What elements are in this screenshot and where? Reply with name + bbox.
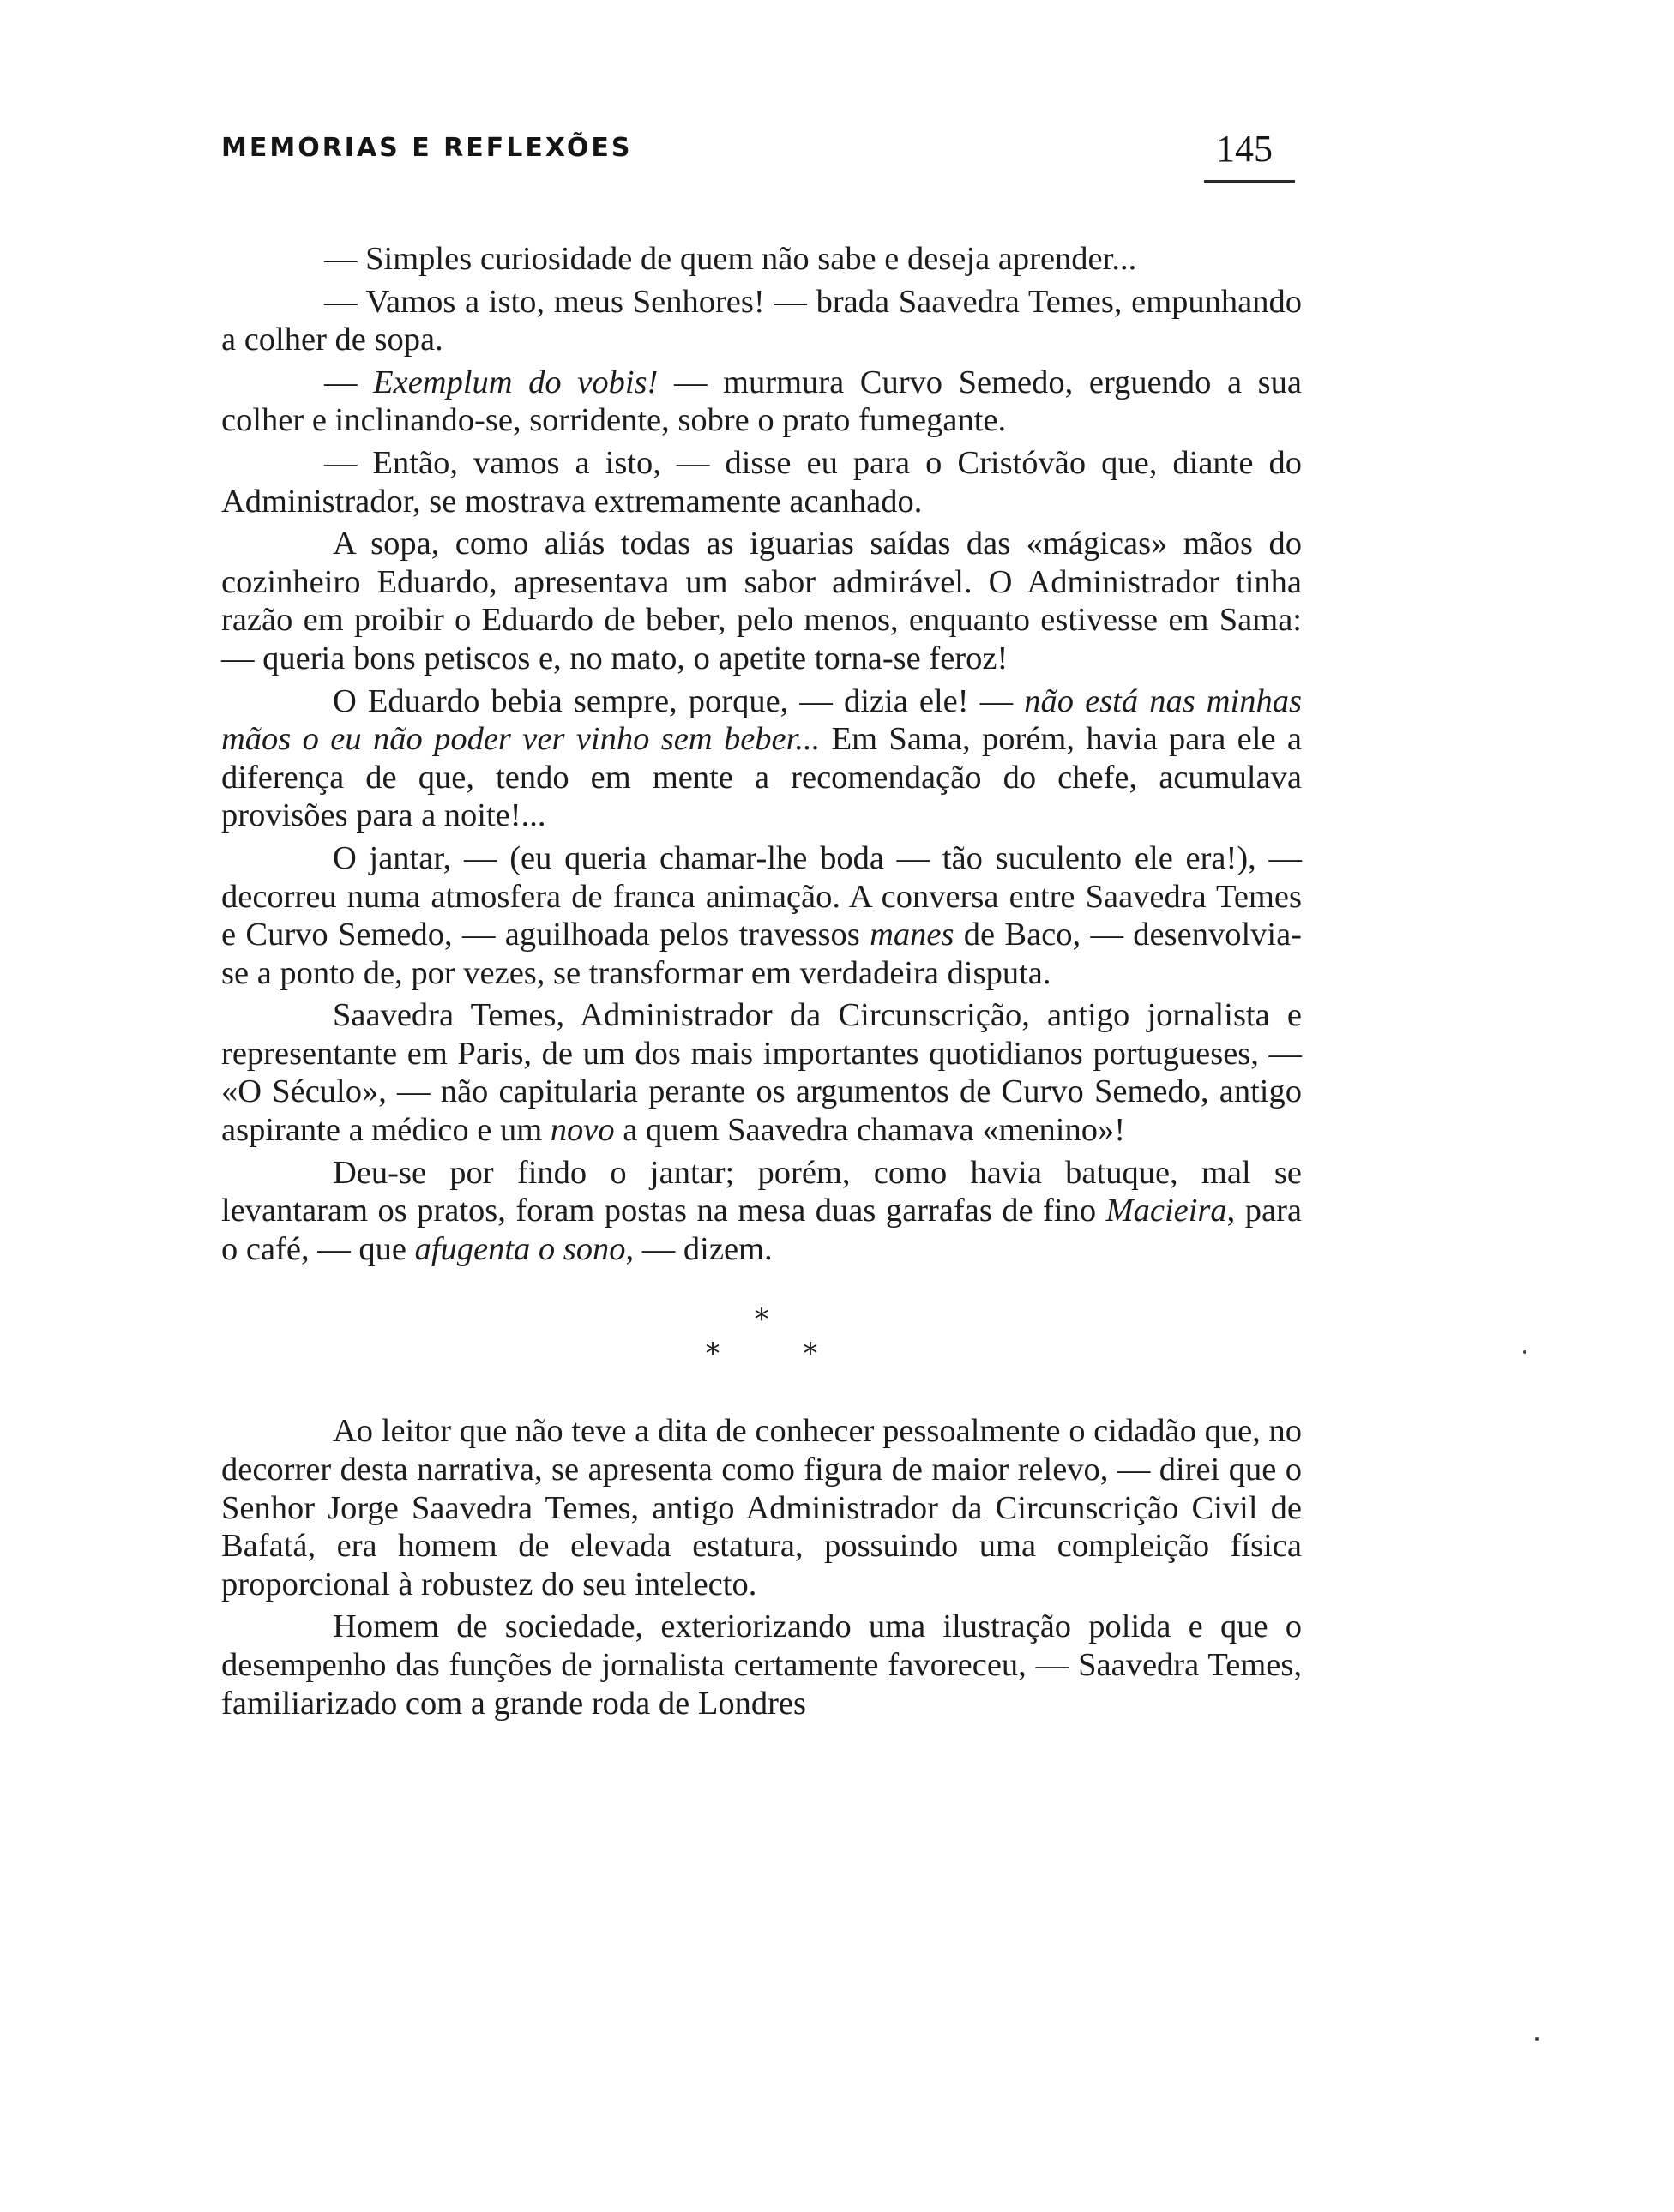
paragraph [221, 1154, 1302, 1269]
text-run: O jantar, — (eu queria chamar-lhe boda — tão suculento ele era!), — decorreu numa atmosfera de franca animação. A conversa entre Saavedra Temes e Curvo Semedo, — aguilhoada pelos travessos [221, 839, 1302, 953]
text-run: O Eduardo bebia sempre, porque, — dizia ele! — [333, 682, 1025, 719]
italic-run: não está nas minhas mãos o eu não poder ver vinho sem beber... [221, 682, 1302, 758]
text-run: — Então, vamos a isto, — disse eu para o Cristóvão que, diante do Administrador, se mostrava extremamente acanhado. [221, 444, 1302, 520]
text-run: , — dizem. [625, 1230, 773, 1267]
paragraph [221, 1608, 1302, 1722]
paragraph [221, 839, 1302, 992]
text-run: — Simples curiosidade de quem não sabe e deseja aprender... [324, 241, 1137, 277]
paragraph [221, 682, 1302, 835]
asterisk-glyph: * [705, 1337, 720, 1372]
paragraph [221, 364, 1302, 440]
running-head-title: MEMORIAS E REFLEXÕES [221, 133, 633, 163]
text-run: — murmura Curvo Semedo, erguendo a sua colher e inclinando-se, sorridente, sobre o prato fumegante. [221, 364, 1303, 439]
text-run: Saavedra Temes, Administrador da Circunscrição, antigo jornalista e representante em Paris, de um dos mais importantes quotidianos portugueses, — «O Século», — não capitularia perante os argumentos de Curvo Semedo, antigo aspirante a médico e um [221, 997, 1302, 1149]
asterisk-glyph: * [754, 1302, 769, 1337]
paragraph [221, 444, 1302, 520]
asterisk-glyph: * [803, 1337, 818, 1372]
paragraph [221, 1412, 1302, 1603]
italic-run: Exemplum do vobis! [373, 364, 659, 400]
italic-run: Macieira [1105, 1193, 1227, 1229]
paragraph [221, 240, 1302, 279]
text-run: de Baco, — desenvolvia-se a ponto de, por vezes, se transformar em verdadeira disputa. [221, 917, 1302, 991]
text-run: Homem de sociedade, exteriorizando uma ilustração polida e que o desempenho das funções de jornalista certamente favoreceu, — Saavedra Temes, familiarizado com a grande roda de Londres [221, 1608, 1302, 1722]
italic-run: afugenta o sono [414, 1230, 626, 1267]
paragraph [221, 996, 1302, 1149]
paragraph [221, 525, 1302, 677]
body-text [221, 240, 1302, 1727]
paragraph [221, 283, 1302, 359]
section-break-asterism [221, 1302, 1302, 1371]
header-rule [1204, 180, 1295, 183]
text-run: Deu-se por findo o jantar; porém, como havia batuque, mal se levantaram os pratos, foram postas na mesa duas garrafas de fino [221, 1154, 1302, 1229]
text-run: Em Sama, porém, havia para ele a diferença de que, tendo em mente a recomendação do chefe, acumulava provisões para a noite!... [221, 721, 1303, 834]
text-run: — Vamos a isto, meus Senhores! — brada Saavedra Temes, empunhando a colher de sopa. [221, 283, 1302, 358]
text-run: — [324, 364, 374, 400]
page-number: 145 [1216, 128, 1273, 170]
scan-speck [1523, 1350, 1526, 1354]
text-run: a quem Saavedra chamava «menino»! [614, 1112, 1126, 1149]
text-run: , para o café, — que [221, 1193, 1303, 1267]
scan-speck [1535, 2037, 1539, 2041]
italic-run: novo [550, 1112, 615, 1149]
text-run: Ao leitor que não teve a dita de conhecer pessoalmente o cidadão que, no decorrer desta narrativa, se apresenta como figura de maior relevo, — direi que o Senhor Jorge Saavedra Temes, antigo Administrador da Circunscrição Civil de Bafatá, era homem de elevada estatura, possuindo uma compleição física proporcional à robustez do seu intelecto. [221, 1413, 1302, 1602]
italic-run: manes [870, 917, 954, 953]
text-run: A sopa, como aliás todas as iguarias saídas das «mágicas» mãos do cozinheiro Eduardo, apresentava um sabor admirável. O Administrador tinha razão em proibir o Eduardo de beber, pelo menos, enquanto estivesse em Sama: — queria bons petiscos e, no mato, o apetite torna-se feroz! [221, 526, 1302, 676]
